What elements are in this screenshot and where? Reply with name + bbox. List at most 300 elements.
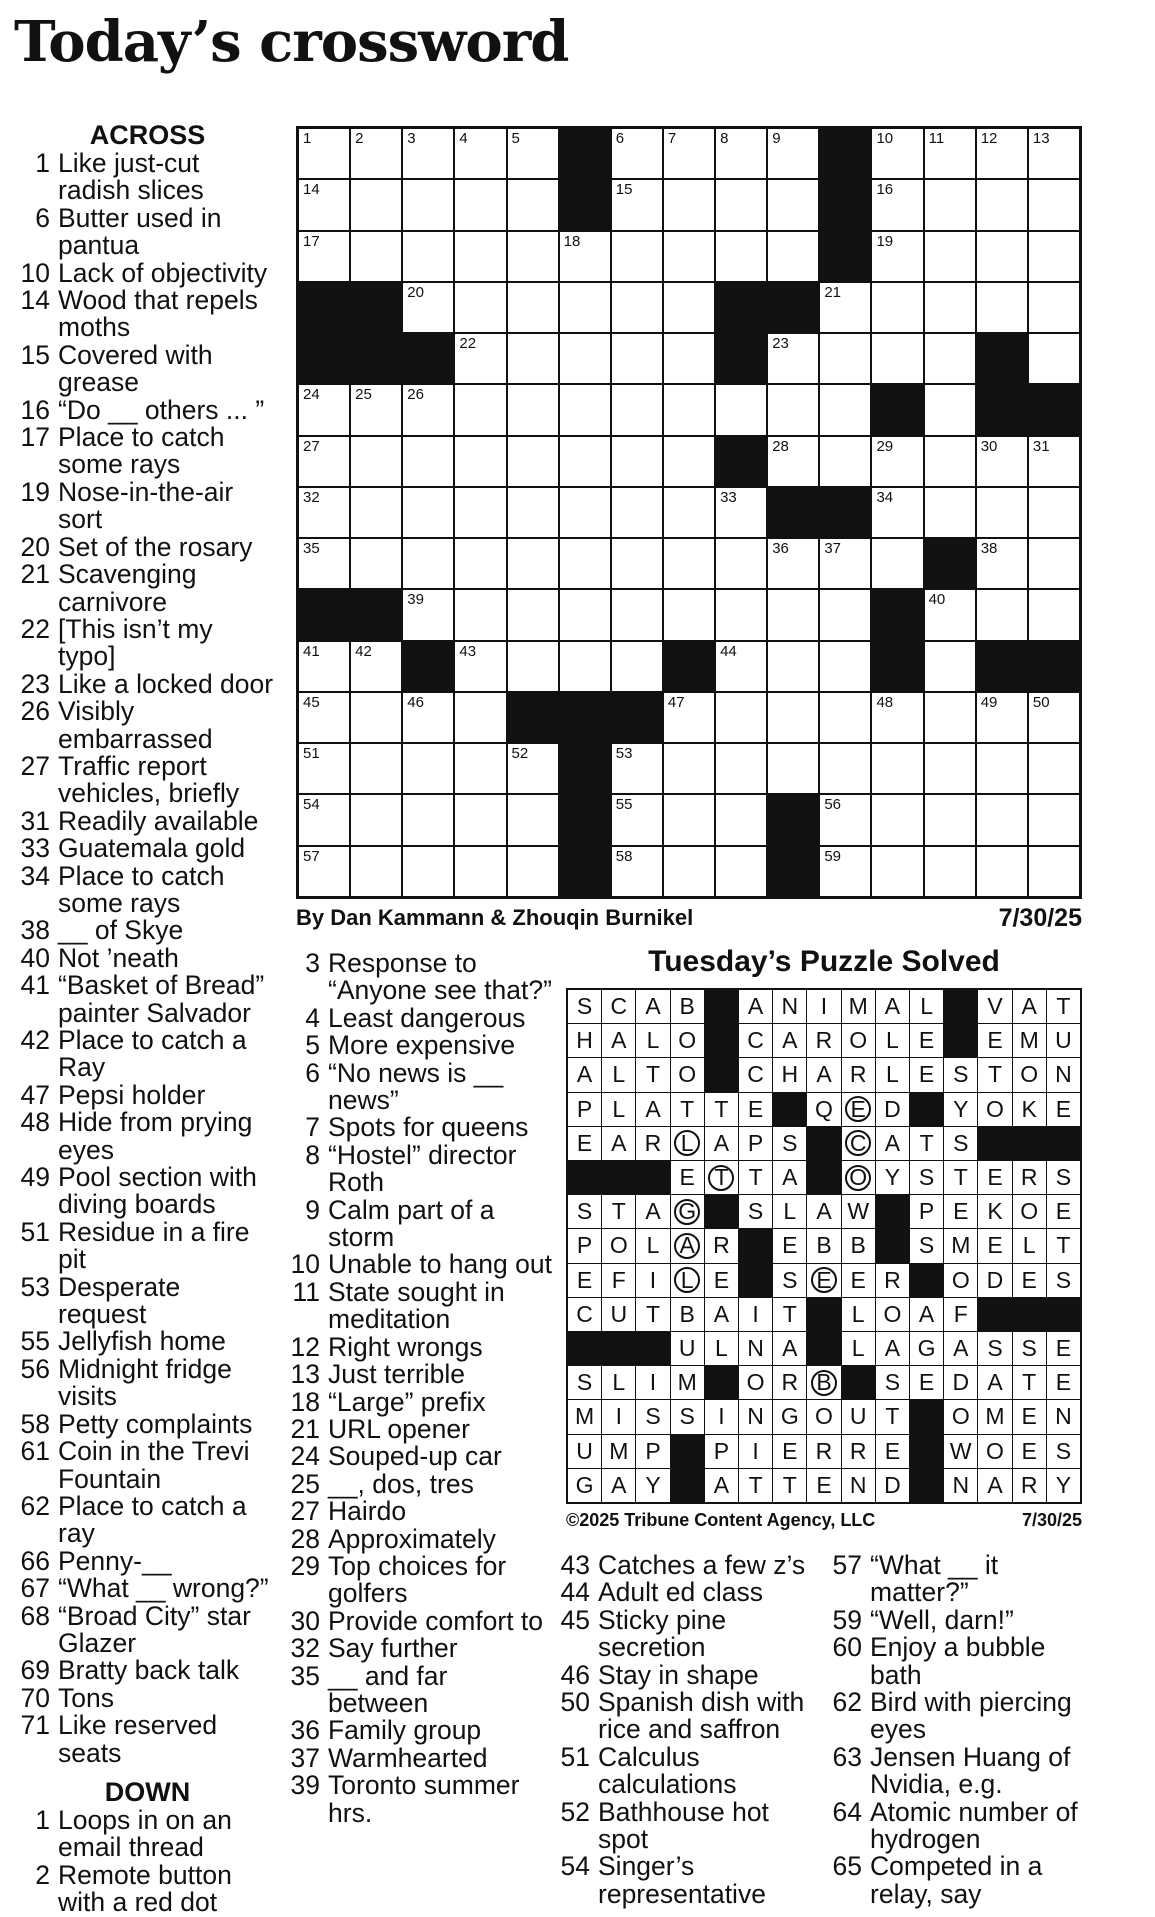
clue-text: Tons: [58, 1682, 114, 1713]
solution-letter: L: [920, 993, 933, 1020]
solution-letter: A: [918, 1300, 935, 1327]
grid-cell[interactable]: [508, 795, 558, 844]
cell-number: 6: [615, 130, 625, 147]
grid-cell[interactable]: [820, 795, 870, 844]
solution-cell: [807, 1400, 840, 1433]
grid-cell[interactable]: [872, 283, 922, 332]
grid-cell[interactable]: [351, 795, 401, 844]
grid-cell[interactable]: [351, 539, 401, 588]
grid-cell[interactable]: [872, 129, 922, 178]
solution-letter: O: [746, 1369, 765, 1396]
grid-cell[interactable]: [403, 437, 453, 486]
clue-number: 62: [832, 1687, 862, 1718]
grid-cell[interactable]: [820, 642, 870, 691]
solution-cell: [568, 1469, 601, 1502]
solution-cell: [602, 1264, 635, 1297]
grid-cell[interactable]: [925, 232, 975, 281]
down-clue: [290, 950, 552, 1005]
grid-cell[interactable]: [1029, 334, 1079, 383]
clue-number: 41: [20, 970, 50, 1001]
clue-number: 11: [292, 1276, 320, 1307]
solution-letter: W: [949, 1437, 972, 1464]
grid-cell[interactable]: [403, 795, 453, 844]
solution-letter: A: [611, 1471, 627, 1498]
grid-cell[interactable]: [560, 488, 610, 537]
across-clue: [20, 1575, 275, 1602]
solution-cell: [807, 1058, 840, 1091]
clue-number: 40: [20, 942, 50, 973]
clue-number: 46: [560, 1659, 590, 1690]
grid-cell[interactable]: [716, 795, 766, 844]
grid-cell[interactable]: [299, 693, 349, 742]
grid-cell[interactable]: [299, 437, 349, 486]
grid-cell[interactable]: [351, 385, 401, 434]
across-clue: [20, 1216, 275, 1275]
grid-cell[interactable]: [508, 539, 558, 588]
grid-cell[interactable]: [768, 334, 818, 383]
grid-cell[interactable]: [612, 385, 662, 434]
solution-letter: L: [886, 1061, 899, 1088]
solution-black-square: [978, 1298, 1011, 1331]
grid-cell[interactable]: [768, 180, 818, 229]
clue-number: 49: [20, 1162, 50, 1193]
grid-cell[interactable]: [664, 437, 714, 486]
grid-cell[interactable]: [872, 488, 922, 537]
solution-cell: [1047, 1161, 1080, 1194]
grid-cell[interactable]: [977, 437, 1027, 486]
grid-cell[interactable]: [299, 488, 349, 537]
grid-cell[interactable]: [508, 385, 558, 434]
grid-cell[interactable]: [820, 283, 870, 332]
grid-cell[interactable]: [925, 744, 975, 793]
byline: By Dan Kammann & Zhouqin Burnikel: [296, 905, 694, 930]
grid-cell[interactable]: [351, 693, 401, 742]
grid-cell[interactable]: [664, 129, 714, 178]
grid-cell[interactable]: [716, 539, 766, 588]
grid-cell[interactable]: [664, 795, 714, 844]
grid-cell[interactable]: [925, 847, 975, 896]
grid-cell[interactable]: [612, 232, 662, 281]
grid-cell[interactable]: [455, 232, 505, 281]
grid-cell[interactable]: [716, 744, 766, 793]
solution-cell: [842, 1127, 875, 1160]
solution-cell: [636, 1366, 669, 1399]
grid-cell[interactable]: [508, 642, 558, 691]
grid-cell[interactable]: [664, 590, 714, 639]
solution-letter: E: [918, 1027, 935, 1054]
solution-cell: [739, 990, 772, 1023]
grid-cell[interactable]: [664, 385, 714, 434]
grid-cell[interactable]: [612, 642, 662, 691]
grid-cell[interactable]: [351, 847, 401, 896]
solution-letter: E: [845, 1096, 871, 1122]
grid-cell[interactable]: [925, 795, 975, 844]
grid-cell[interactable]: [977, 232, 1027, 281]
solution-cell: [1013, 1332, 1046, 1365]
solution-letter: S: [1055, 1164, 1072, 1191]
clue-text: Desperate request: [58, 1271, 181, 1330]
grid-cell[interactable]: [508, 847, 558, 896]
grid-cell[interactable]: [508, 283, 558, 332]
grid-cell[interactable]: [455, 385, 505, 434]
clue-number: 43: [560, 1550, 590, 1580]
grid-cell[interactable]: [768, 385, 818, 434]
grid-cell[interactable]: [455, 180, 505, 229]
grid-cell[interactable]: [664, 283, 714, 332]
grid-cell[interactable]: [716, 488, 766, 537]
grid-cell[interactable]: [612, 283, 662, 332]
clue-text: “Well, darn!”: [870, 1604, 1014, 1635]
grid-cell[interactable]: [351, 180, 401, 229]
solution-letter: L: [646, 1027, 660, 1054]
grid-cell[interactable]: [1029, 129, 1079, 178]
clue-text: Unable to hang out: [328, 1249, 552, 1280]
grid-cell[interactable]: [1029, 847, 1079, 896]
grid-cell[interactable]: [768, 744, 818, 793]
grid-cell[interactable]: [351, 232, 401, 281]
solution-letter: S: [782, 1129, 798, 1156]
grid-cell[interactable]: [508, 180, 558, 229]
grid-cell[interactable]: [977, 847, 1027, 896]
grid-cell[interactable]: [977, 744, 1027, 793]
grid-cell[interactable]: [1029, 180, 1079, 229]
grid-cell[interactable]: [1029, 539, 1079, 588]
clue-number: 59: [832, 1604, 862, 1635]
grid-cell[interactable]: [925, 283, 975, 332]
clue-number: 8: [305, 1139, 320, 1170]
grid-cell[interactable]: [455, 847, 505, 896]
clue-number: 70: [20, 1682, 50, 1713]
grid-cell[interactable]: [1029, 744, 1079, 793]
grid-cell[interactable]: [925, 693, 975, 742]
grid-cell[interactable]: [299, 744, 349, 793]
solution-cell: [842, 1332, 875, 1365]
grid-cell[interactable]: [977, 590, 1027, 639]
grid-cell[interactable]: [664, 847, 714, 896]
grid-cell[interactable]: [612, 590, 662, 639]
clue-text: Adult ed class: [598, 1577, 763, 1608]
grid-cell[interactable]: [403, 744, 453, 793]
grid-cell[interactable]: [925, 129, 975, 178]
grid-cell[interactable]: [977, 795, 1027, 844]
cell-number: 58: [615, 847, 633, 865]
solution-cell: [568, 1264, 601, 1297]
grid-cell[interactable]: [612, 488, 662, 537]
clue-text: Place to catch a ray: [58, 1490, 247, 1549]
solution-cell: [705, 1332, 738, 1365]
solution-letter: A: [953, 1335, 969, 1362]
grid-cell[interactable]: [560, 590, 610, 639]
grid-cell[interactable]: [351, 744, 401, 793]
clue-text: Petty complaints: [58, 1408, 253, 1439]
grid-cell[interactable]: [403, 590, 453, 639]
grid-cell[interactable]: [403, 129, 453, 178]
grid-cell[interactable]: [716, 385, 766, 434]
cell-number: 51: [303, 745, 320, 763]
grid-cell[interactable]: [1029, 488, 1079, 537]
down-clue: [290, 1772, 552, 1827]
grid-cell[interactable]: [872, 744, 922, 793]
grid-cell[interactable]: [716, 232, 766, 281]
grid-cell[interactable]: [560, 385, 610, 434]
grid-cell[interactable]: [612, 437, 662, 486]
grid-cell[interactable]: [872, 693, 922, 742]
black-square: [299, 283, 349, 332]
solution-black-square: [910, 1093, 943, 1126]
grid-cell[interactable]: [351, 642, 401, 691]
black-square: [872, 385, 922, 434]
grid-cell[interactable]: [508, 488, 558, 537]
clue-number: 12: [290, 1331, 320, 1362]
solution-letter: E: [987, 1232, 1003, 1259]
grid-cell[interactable]: [508, 129, 558, 178]
solution-letter: S: [918, 1232, 935, 1259]
solution-letter: M: [575, 1403, 595, 1430]
grid-cell[interactable]: [403, 180, 453, 229]
grid-cell[interactable]: [820, 744, 870, 793]
solution-cell: [1047, 1229, 1080, 1262]
solution-cell: [1013, 1058, 1046, 1091]
grid-cell[interactable]: [455, 334, 505, 383]
grid-cell[interactable]: [716, 693, 766, 742]
grid-cell[interactable]: [560, 539, 610, 588]
grid-cell[interactable]: [403, 232, 453, 281]
cell-number: 39: [407, 591, 424, 609]
grid-cell[interactable]: [351, 129, 401, 178]
grid-cell[interactable]: [612, 129, 662, 178]
grid-cell[interactable]: [299, 642, 349, 691]
grid-cell[interactable]: [768, 437, 818, 486]
cell-number: 23: [772, 335, 789, 353]
grid-cell[interactable]: [768, 232, 818, 281]
grid-cell[interactable]: [925, 590, 975, 639]
down-clue-list-col3: [560, 1552, 825, 1908]
grid-cell[interactable]: [455, 642, 505, 691]
grid-cell[interactable]: [872, 232, 922, 281]
grid-cell[interactable]: [560, 334, 610, 383]
grid-cell[interactable]: [768, 642, 818, 691]
solution-letter: B: [811, 1370, 837, 1396]
grid-cell[interactable]: [403, 693, 453, 742]
grid-cell[interactable]: [299, 180, 349, 229]
solution-cell: [910, 1161, 943, 1194]
cell-number: 31: [1032, 437, 1050, 455]
grid-cell[interactable]: [299, 232, 349, 281]
solution-cell: [807, 1229, 840, 1262]
solution-letter: E: [953, 1198, 969, 1225]
down-clue: [560, 1659, 825, 1690]
grid-cell[interactable]: [560, 437, 610, 486]
solution-cell: [842, 1469, 875, 1502]
grid-cell[interactable]: [664, 232, 714, 281]
grid-cell[interactable]: [1029, 795, 1079, 844]
solution-letter: L: [674, 1130, 700, 1156]
grid-cell[interactable]: [403, 385, 453, 434]
grid-cell[interactable]: [664, 180, 714, 229]
grid-cell[interactable]: [977, 129, 1027, 178]
grid-cell[interactable]: [664, 539, 714, 588]
grid-cell[interactable]: [455, 693, 505, 742]
grid-cell[interactable]: [716, 129, 766, 178]
solution-cell: [876, 1332, 909, 1365]
across-clue: [20, 287, 275, 342]
black-square: [872, 590, 922, 639]
grid-cell[interactable]: [508, 590, 558, 639]
grid-cell[interactable]: [664, 744, 714, 793]
solution-letter: P: [576, 1232, 593, 1259]
grid-cell[interactable]: [612, 847, 662, 896]
grid-cell[interactable]: [299, 795, 349, 844]
solution-cell: [636, 990, 669, 1023]
grid-cell[interactable]: [716, 642, 766, 691]
grid-cell[interactable]: [925, 437, 975, 486]
grid-cell[interactable]: [508, 437, 558, 486]
grid-cell[interactable]: [612, 334, 662, 383]
black-square: [560, 744, 610, 793]
grid-cell[interactable]: [455, 539, 505, 588]
solution-letter: M: [848, 993, 868, 1020]
clue-number: 4: [305, 1002, 320, 1033]
grid-cell[interactable]: [612, 744, 662, 793]
grid-cell[interactable]: [872, 847, 922, 896]
grid-cell[interactable]: [977, 283, 1027, 332]
solution-letter: U: [1055, 1027, 1072, 1054]
grid-cell[interactable]: [820, 334, 870, 383]
grid-cell[interactable]: [820, 437, 870, 486]
clue-text: Covered with grease: [58, 339, 213, 398]
grid-cell[interactable]: [351, 488, 401, 537]
grid-cell[interactable]: [664, 488, 714, 537]
grid-cell[interactable]: [820, 590, 870, 639]
grid-cell[interactable]: [299, 847, 349, 896]
clue-number: 63: [832, 1741, 862, 1772]
solution-letter: A: [884, 993, 901, 1020]
grid-cell[interactable]: [560, 283, 610, 332]
grid-cell[interactable]: [925, 642, 975, 691]
grid-cell[interactable]: [820, 847, 870, 896]
grid-cell[interactable]: [612, 180, 662, 229]
clue-number: 10: [290, 1249, 320, 1280]
grid-cell[interactable]: [768, 693, 818, 742]
grid-cell[interactable]: [1029, 437, 1079, 486]
grid-cell[interactable]: [351, 437, 401, 486]
grid-cell[interactable]: [560, 642, 610, 691]
down-clue: [20, 1859, 275, 1917]
grid-cell[interactable]: [872, 795, 922, 844]
grid-cell[interactable]: [455, 744, 505, 793]
grid-cell[interactable]: [977, 539, 1027, 588]
grid-cell[interactable]: [455, 488, 505, 537]
grid-cell[interactable]: [872, 180, 922, 229]
down-clue: [290, 1032, 552, 1059]
grid-cell[interactable]: [872, 539, 922, 588]
solution-letter: S: [645, 1403, 661, 1430]
solution-letter: I: [752, 1300, 759, 1327]
grid-cell[interactable]: [716, 180, 766, 229]
solution-cell: [876, 1058, 909, 1091]
clue-number: 65: [832, 1851, 862, 1882]
grid-cell[interactable]: [768, 129, 818, 178]
cell-number: 36: [772, 540, 789, 558]
grid-cell[interactable]: [664, 334, 714, 383]
grid-cell[interactable]: [977, 488, 1027, 537]
solution-cell: [602, 1229, 635, 1262]
solution-letter: O: [678, 1027, 697, 1054]
grid-cell[interactable]: [925, 180, 975, 229]
clue-number: 54: [560, 1851, 590, 1882]
grid-cell[interactable]: [455, 590, 505, 639]
grid-cell[interactable]: [560, 232, 610, 281]
grid-cell[interactable]: [403, 488, 453, 537]
grid-cell[interactable]: [508, 232, 558, 281]
clue-number: 31: [20, 805, 50, 836]
grid-cell[interactable]: [403, 539, 453, 588]
solution-letter: T: [885, 1403, 900, 1430]
cell-number: 44: [720, 642, 737, 660]
grid-cell[interactable]: [664, 693, 714, 742]
solution-cell: [671, 1058, 704, 1091]
grid-cell[interactable]: [977, 693, 1027, 742]
grid-cell[interactable]: [403, 847, 453, 896]
grid-cell[interactable]: [455, 437, 505, 486]
grid-cell[interactable]: [455, 129, 505, 178]
grid-cell[interactable]: [299, 539, 349, 588]
grid-cell[interactable]: [768, 590, 818, 639]
grid-cell[interactable]: [299, 129, 349, 178]
solution-black-square: [1013, 1298, 1046, 1331]
solution-letter: E: [576, 1266, 593, 1293]
grid-cell[interactable]: [925, 334, 975, 383]
grid-cell[interactable]: [508, 334, 558, 383]
grid-cell[interactable]: [612, 539, 662, 588]
clue-number: 14: [20, 285, 50, 316]
grid-cell[interactable]: [820, 539, 870, 588]
solution-cell: [876, 1366, 909, 1399]
solution-black-square: [636, 1161, 669, 1194]
black-square: [768, 283, 818, 332]
solution-letter: T: [611, 1198, 626, 1225]
clue-number: 6: [35, 202, 50, 233]
solution-cell: [910, 1366, 943, 1399]
grid-cell[interactable]: [820, 693, 870, 742]
grid-cell[interactable]: [716, 590, 766, 639]
crossword-grid[interactable]: [296, 126, 1082, 899]
grid-cell[interactable]: [455, 283, 505, 332]
solution-cell: [705, 1435, 738, 1468]
grid-cell[interactable]: [872, 334, 922, 383]
grid-cell[interactable]: [768, 539, 818, 588]
grid-cell[interactable]: [716, 847, 766, 896]
grid-cell[interactable]: [977, 180, 1027, 229]
solution-letter: T: [645, 1061, 661, 1088]
solution-letter: T: [645, 1300, 661, 1327]
grid-cell[interactable]: [1029, 232, 1079, 281]
grid-cell[interactable]: [1029, 590, 1079, 639]
grid-cell[interactable]: [1029, 283, 1079, 332]
grid-cell[interactable]: [403, 283, 453, 332]
grid-cell[interactable]: [925, 385, 975, 434]
grid-cell[interactable]: [925, 488, 975, 537]
grid-cell[interactable]: [1029, 693, 1079, 742]
grid-cell[interactable]: [820, 385, 870, 434]
grid-cell[interactable]: [299, 385, 349, 434]
grid-cell[interactable]: [612, 795, 662, 844]
grid-cell[interactable]: [872, 437, 922, 486]
grid-cell[interactable]: [508, 744, 558, 793]
solution-cell: [602, 1195, 635, 1228]
grid-cell[interactable]: [455, 795, 505, 844]
solution-letter: R: [1020, 1471, 1038, 1498]
